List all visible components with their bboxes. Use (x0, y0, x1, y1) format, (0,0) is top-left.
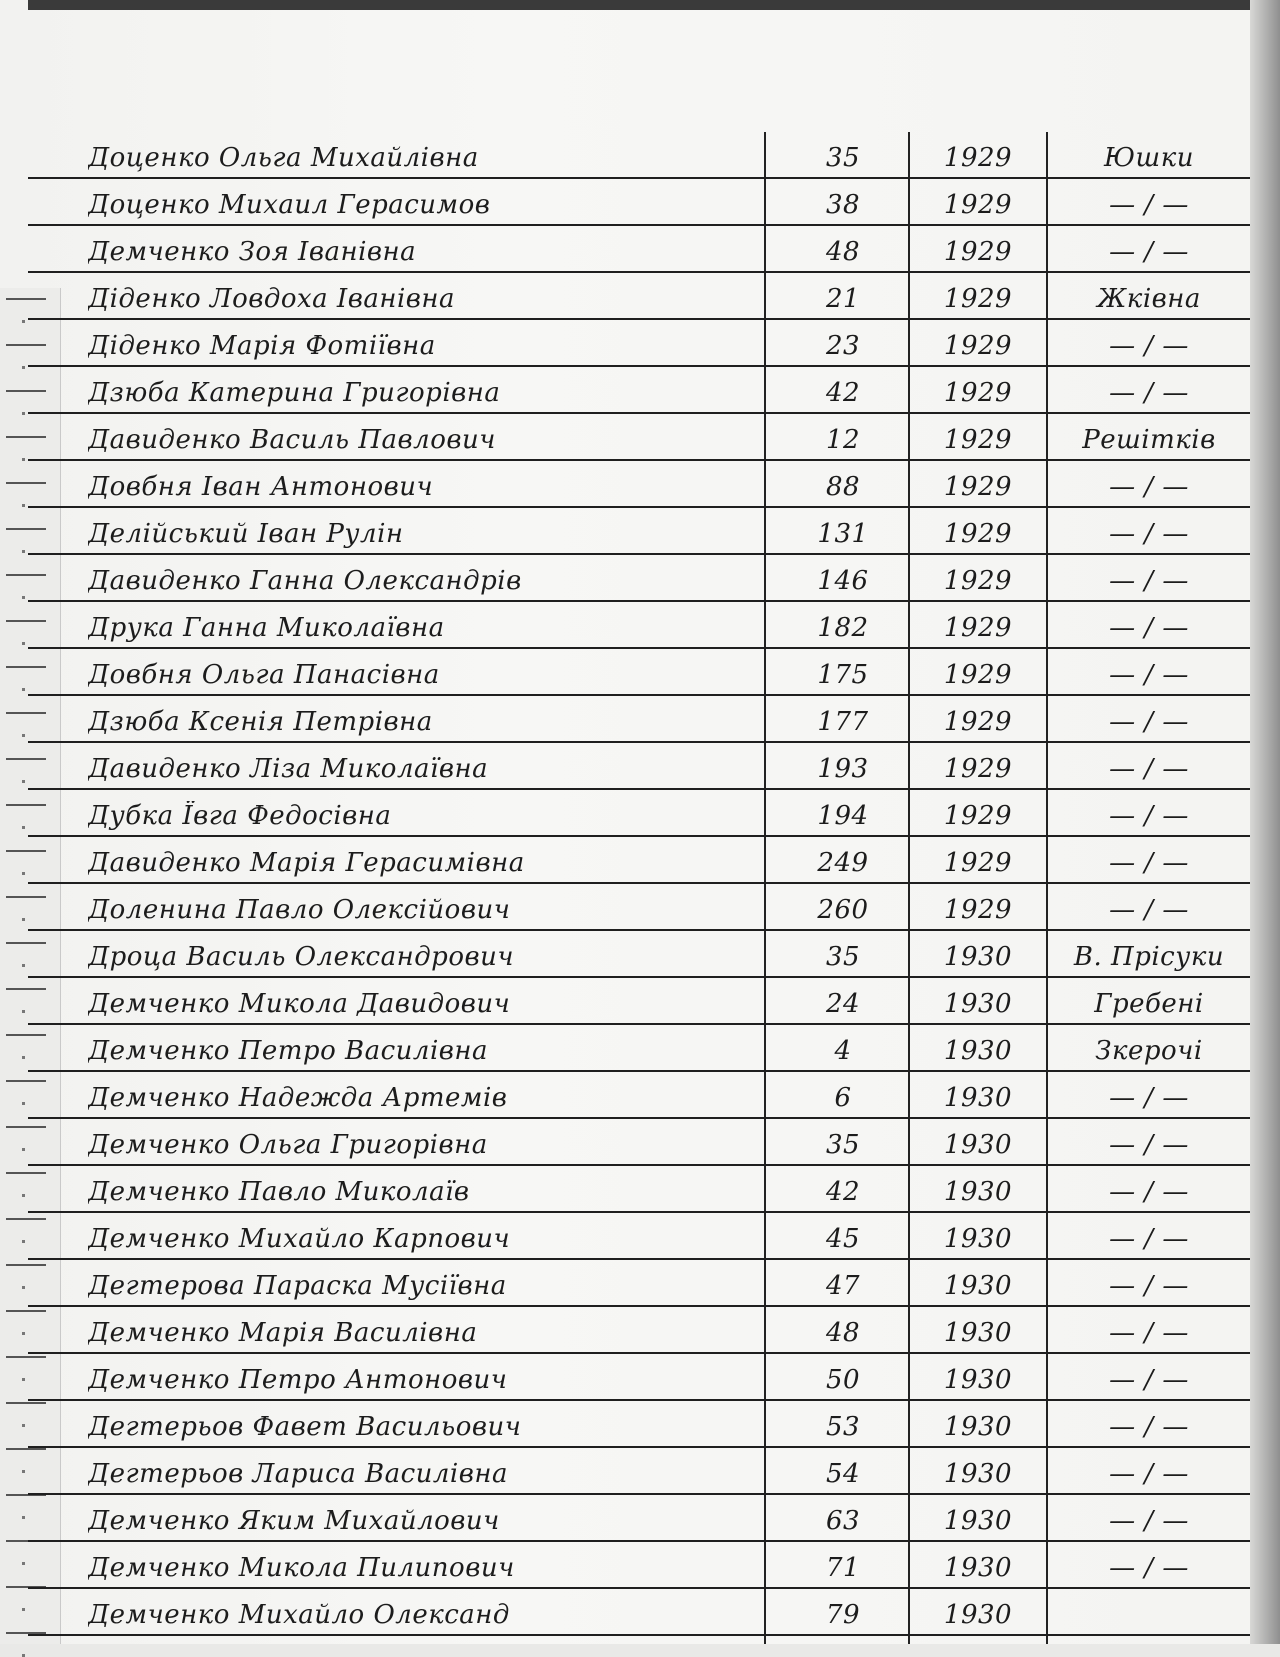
table-row (28, 1213, 1250, 1260)
margin-dot (22, 1010, 25, 1013)
table-row (28, 414, 1250, 461)
margin-dot (22, 1516, 25, 1519)
place-note: Решітків (1082, 425, 1216, 455)
margin-dot (22, 412, 25, 415)
person-name: Давиденко Марія Герасимівна (88, 848, 525, 878)
record-number: 249 (817, 848, 869, 878)
table-row (28, 1354, 1250, 1401)
margin-dot (22, 1608, 25, 1611)
record-number: 42 (825, 1177, 861, 1207)
place-note: — / — (1109, 1365, 1189, 1395)
place-note: Жківна (1097, 284, 1201, 314)
table-row (28, 1589, 1250, 1636)
place-note: — / — (1109, 519, 1189, 549)
person-name: Дегтерьов Фавет Васильович (88, 1412, 522, 1442)
person-name: Давиденко Василь Павлович (88, 425, 496, 455)
record-year: 1929 (943, 237, 1013, 267)
record-year: 1929 (943, 190, 1013, 220)
record-year: 1930 (943, 1130, 1013, 1160)
record-year: 1929 (943, 660, 1013, 690)
place-note: — / — (1109, 1130, 1189, 1160)
table-row (28, 931, 1250, 978)
record-number: 53 (825, 1412, 861, 1442)
record-year: 1930 (943, 1553, 1013, 1583)
person-name: Довбня Ольга Панасівна (88, 660, 440, 690)
person-name: Дзюба Ксенія Петрівна (88, 707, 433, 737)
person-name: Довбня Іван Антонович (88, 472, 434, 502)
place-note: — / — (1109, 848, 1189, 878)
person-name: Діденко Ловдоха Іванівна (88, 284, 456, 314)
person-name: Демченко Михайло Карпович (88, 1224, 511, 1254)
record-year: 1929 (943, 895, 1013, 925)
record-year: 1930 (943, 1459, 1013, 1489)
place-note: — / — (1109, 1318, 1189, 1348)
person-name: Давиденко Ліза Миколаївна (88, 754, 489, 784)
record-year: 1929 (943, 566, 1013, 596)
record-number: 54 (825, 1459, 861, 1489)
table-row (28, 320, 1250, 367)
record-number: 175 (817, 660, 869, 690)
margin-dot (22, 1194, 25, 1197)
person-name: Демченко Петро Василівна (88, 1036, 489, 1066)
margin-dot (22, 1424, 25, 1427)
place-note: — / — (1109, 660, 1189, 690)
record-number: 45 (825, 1224, 861, 1254)
table-row (28, 1119, 1250, 1166)
binding-shadow (1250, 0, 1280, 1644)
person-name: Дзюба Катерина Григорівна (88, 378, 501, 408)
place-note: В. Прісуки (1073, 942, 1225, 972)
table-row (28, 649, 1250, 696)
table-row (28, 226, 1250, 273)
record-number: 63 (825, 1506, 861, 1536)
table-row (28, 1401, 1250, 1448)
margin-dot (22, 366, 25, 369)
margin-dot (22, 1562, 25, 1565)
place-note: — / — (1109, 1224, 1189, 1254)
person-name: Дегтерьов Лариса Василівна (88, 1459, 509, 1489)
table-row (28, 1025, 1250, 1072)
place-note: — / — (1109, 1177, 1189, 1207)
person-name: Друка Ганна Миколаївна (88, 613, 445, 643)
person-name: Демченко Петро Антонович (88, 1365, 508, 1395)
record-year: 1930 (943, 1271, 1013, 1301)
record-number: 88 (825, 472, 861, 502)
record-number: 12 (825, 425, 861, 455)
table-row (28, 743, 1250, 790)
record-year: 1929 (943, 707, 1013, 737)
record-year: 1929 (943, 801, 1013, 831)
page-top-edge (28, 0, 1258, 10)
place-note: — / — (1109, 1553, 1189, 1583)
record-number: 146 (817, 566, 869, 596)
record-year: 1929 (943, 331, 1013, 361)
person-name: Дроца Василь Олександрович (88, 942, 515, 972)
margin-dot (22, 642, 25, 645)
person-name: Доленина Павло Олексійович (88, 895, 511, 925)
place-note: — / — (1109, 237, 1189, 267)
record-number: 24 (825, 989, 861, 1019)
person-name: Дегтерова Параска Мусіївна (88, 1271, 507, 1301)
place-note: Гребені (1094, 989, 1204, 1019)
record-year: 1929 (943, 519, 1013, 549)
margin-dot (22, 734, 25, 737)
person-name: Давиденко Ганна Олександрів (88, 566, 522, 596)
record-number: 47 (825, 1271, 861, 1301)
place-note: Юшки (1104, 143, 1194, 173)
person-name: Демченко Микола Пилипович (88, 1553, 515, 1583)
record-number: 71 (825, 1553, 861, 1583)
record-number: 50 (825, 1365, 861, 1395)
place-note: — / — (1109, 190, 1189, 220)
margin-dot (22, 872, 25, 875)
place-note: — / — (1109, 754, 1189, 784)
record-number: 4 (834, 1036, 852, 1066)
table-row (28, 555, 1250, 602)
record-year: 1929 (943, 143, 1013, 173)
table-row (28, 837, 1250, 884)
place-note: — / — (1109, 566, 1189, 596)
register-table (28, 132, 1250, 1644)
margin-dot (22, 1286, 25, 1289)
record-year: 1930 (943, 942, 1013, 972)
margin-dot (22, 458, 25, 461)
place-note: Зкерочі (1095, 1036, 1203, 1066)
person-name: Доценко Ольга Михайлівна (88, 143, 479, 173)
record-year: 1929 (943, 754, 1013, 784)
margin-dot (22, 1148, 25, 1151)
table-row (28, 1307, 1250, 1354)
record-number: 193 (817, 754, 869, 784)
margin-dot (22, 550, 25, 553)
record-year: 1930 (943, 1318, 1013, 1348)
place-note: — / — (1109, 895, 1189, 925)
margin-dot (22, 504, 25, 507)
place-note: — / — (1109, 472, 1189, 502)
place-note: — / — (1109, 378, 1189, 408)
person-name: Демченко Ольга Григорівна (88, 1130, 488, 1160)
margin-dot (22, 826, 25, 829)
table-row (28, 179, 1250, 226)
record-number: 6 (834, 1083, 852, 1113)
person-name: Делійський Іван Рулін (88, 519, 404, 549)
table-row (28, 1448, 1250, 1495)
record-year: 1929 (943, 848, 1013, 878)
place-note: — / — (1109, 801, 1189, 831)
place-note: — / — (1109, 1412, 1189, 1442)
margin-dot (22, 596, 25, 599)
person-name: Демченко Яким Михайлович (88, 1506, 500, 1536)
place-note: — / — (1109, 331, 1189, 361)
margin-dot (22, 320, 25, 323)
margin-dot (22, 688, 25, 691)
person-name: Демченко Павло Миколаїв (88, 1177, 470, 1207)
table-row (28, 508, 1250, 555)
place-note: — / — (1109, 613, 1189, 643)
margin-dot (22, 1102, 25, 1105)
record-year: 1930 (943, 1365, 1013, 1395)
table-row (28, 367, 1250, 414)
margin-dot (22, 964, 25, 967)
table-row (28, 790, 1250, 837)
margin-dot (22, 1240, 25, 1243)
record-year: 1929 (943, 284, 1013, 314)
record-number: 48 (825, 1318, 861, 1348)
place-note: — / — (1109, 1506, 1189, 1536)
record-year: 1930 (943, 1506, 1013, 1536)
record-year: 1929 (943, 613, 1013, 643)
place-note: — / — (1109, 707, 1189, 737)
person-name: Демченко Марія Василівна (88, 1318, 478, 1348)
table-row (28, 696, 1250, 743)
table-row (28, 1072, 1250, 1119)
person-name: Демченко Зоя Іванівна (88, 237, 417, 267)
record-year: 1930 (943, 1412, 1013, 1442)
record-year: 1929 (943, 472, 1013, 502)
record-year: 1930 (943, 989, 1013, 1019)
margin-dot (22, 1470, 25, 1473)
margin-dot (22, 780, 25, 783)
person-name: Діденко Марія Фотіївна (88, 331, 436, 361)
margin-dot (22, 918, 25, 921)
record-year: 1930 (943, 1224, 1013, 1254)
margin-dot (22, 1378, 25, 1381)
record-number: 38 (825, 190, 861, 220)
record-number: 79 (825, 1600, 861, 1630)
place-note: — / — (1109, 1271, 1189, 1301)
record-number: 21 (825, 284, 861, 314)
place-note: — / — (1109, 1459, 1189, 1489)
table-row (28, 602, 1250, 649)
record-number: 48 (825, 237, 861, 267)
table-row (28, 1260, 1250, 1307)
record-number: 23 (825, 331, 861, 361)
table-row (28, 273, 1250, 320)
person-name: Дубка Ївга Федосівна (88, 801, 392, 831)
table-row (28, 132, 1250, 179)
person-name: Демченко Михайло Олександ (88, 1600, 510, 1630)
table-row (28, 978, 1250, 1025)
table-row (28, 884, 1250, 931)
record-year: 1929 (943, 425, 1013, 455)
record-year: 1930 (943, 1083, 1013, 1113)
record-year: 1930 (943, 1600, 1013, 1630)
record-number: 194 (817, 801, 869, 831)
margin-dot (22, 1056, 25, 1059)
margin-dot (22, 1332, 25, 1335)
record-number: 35 (825, 942, 861, 972)
person-name: Демченко Микола Давидович (88, 989, 511, 1019)
person-name: Демченко Надежда Артемів (88, 1083, 508, 1113)
record-number: 35 (825, 143, 861, 173)
place-note: — / — (1109, 1083, 1189, 1113)
record-number: 42 (825, 378, 861, 408)
table-row (28, 1166, 1250, 1213)
record-number: 131 (817, 519, 869, 549)
record-year: 1930 (943, 1177, 1013, 1207)
table-row (28, 1495, 1250, 1542)
table-row (28, 1542, 1250, 1589)
record-number: 182 (817, 613, 869, 643)
record-year: 1929 (943, 378, 1013, 408)
record-number: 177 (817, 707, 869, 737)
record-year: 1930 (943, 1036, 1013, 1066)
record-number: 260 (817, 895, 869, 925)
table-row (28, 461, 1250, 508)
person-name: Доценко Михаил Герасимов (88, 190, 491, 220)
record-number: 35 (825, 1130, 861, 1160)
